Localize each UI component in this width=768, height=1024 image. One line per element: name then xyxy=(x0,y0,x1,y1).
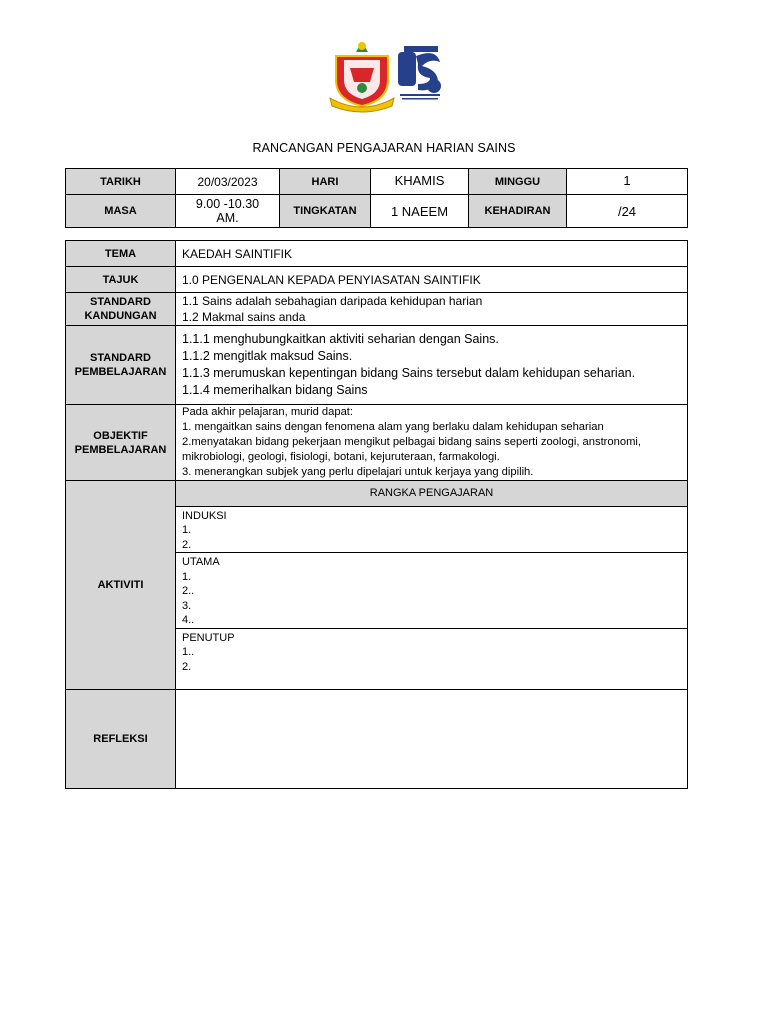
standard-kandungan-label: STANDARD KANDUNGAN xyxy=(66,293,176,326)
masa-value: 9.00 -10.30 AM. xyxy=(176,195,280,228)
rangka-header: RANGKA PENGAJARAN xyxy=(176,481,687,506)
refleksi-input[interactable] xyxy=(176,690,688,789)
list-item: 2.menyatakan bidang pekerjaan mengikut pelbagai bidang sains seperti zoologi, anstronomi, xyxy=(182,436,641,448)
refleksi-label: REFLEKSI xyxy=(66,690,176,789)
tarikh-label: TARIKH xyxy=(66,169,176,195)
tema-value: KAEDAH SAINTIFIK xyxy=(176,241,688,267)
standard-pembelajaran-value xyxy=(176,326,688,405)
list-item: mikrobiologi, geologi, fisiologi, botani, kejuruteraan, farmakologi. xyxy=(182,451,500,463)
list-item: 3. menerangkan subjek yang perlu dipelajari untuk kerjaya yang dipilih. xyxy=(182,466,534,478)
page-title: RANCANGAN PENGAJARAN HARIAN SAINS xyxy=(252,141,516,155)
kehadiran-label: KEHADIRAN xyxy=(469,195,567,228)
induksi-section: INDUKSI 1. 2. xyxy=(176,506,687,553)
plan-table xyxy=(65,240,688,789)
masa-label: MASA xyxy=(66,195,176,228)
kehadiran-value: /24 xyxy=(567,195,688,228)
list-item: 1.1.4 memerihalkan bidang Sains xyxy=(182,383,368,397)
list-item: 1.1.1 menghubungkaitkan aktiviti seharian dengan Sains. xyxy=(182,332,499,346)
tingkatan-value: 1 NAEEM xyxy=(371,195,469,228)
school-crest-logo xyxy=(326,38,446,114)
objektif-pembelajaran-value xyxy=(176,405,688,481)
list-item: 1.1.2 mengitlak maksud Sains. xyxy=(182,349,353,363)
list-item: 1. mengaitkan sains dengan fenomena alam yang berlaku dalam kehidupan seharian xyxy=(182,421,604,433)
aktiviti-content xyxy=(176,481,688,690)
tarikh-value: 20/03/2023 xyxy=(176,169,280,195)
hari-value: KHAMIS xyxy=(371,169,469,195)
minggu-label: MINGGU xyxy=(469,169,567,195)
list-item: 1.1.3 merumuskan kepentingan bidang Sains tersebut dalam kehidupan seharian. xyxy=(182,366,636,380)
ts25-logo xyxy=(398,46,441,100)
tema-label: TEMA xyxy=(66,241,176,267)
objektif-pembelajaran-label: OBJEKTIF PEMBELAJARAN xyxy=(66,405,176,481)
penutup-section: PENUTUP 1.. 2. xyxy=(176,628,687,689)
header-logos xyxy=(326,38,446,114)
hari-label: HARI xyxy=(280,169,371,195)
utama-section: UTAMA 1. 2.. 3. 4.. xyxy=(176,553,687,629)
tajuk-label: TAJUK xyxy=(66,267,176,293)
info-table xyxy=(65,168,688,228)
tingkatan-label: TINGKATAN xyxy=(280,195,371,228)
standard-kandungan-value xyxy=(176,293,688,326)
minggu-value: 1 xyxy=(567,169,688,195)
tajuk-value: 1.0 PENGENALAN KEPADA PENYIASATAN SAINTIFIK xyxy=(176,267,688,293)
list-item: 1.2 Makmal sains anda xyxy=(182,310,306,324)
rangka-table xyxy=(176,481,687,689)
list-item: 1.1 Sains adalah sebahagian daripada kehidupan harian xyxy=(182,294,483,308)
aktiviti-label: AKTIVITI xyxy=(66,481,176,690)
list-item: Pada akhir pelajaran, murid dapat: xyxy=(182,406,354,418)
standard-pembelajaran-label: STANDARD PEMBELAJARAN xyxy=(66,326,176,405)
